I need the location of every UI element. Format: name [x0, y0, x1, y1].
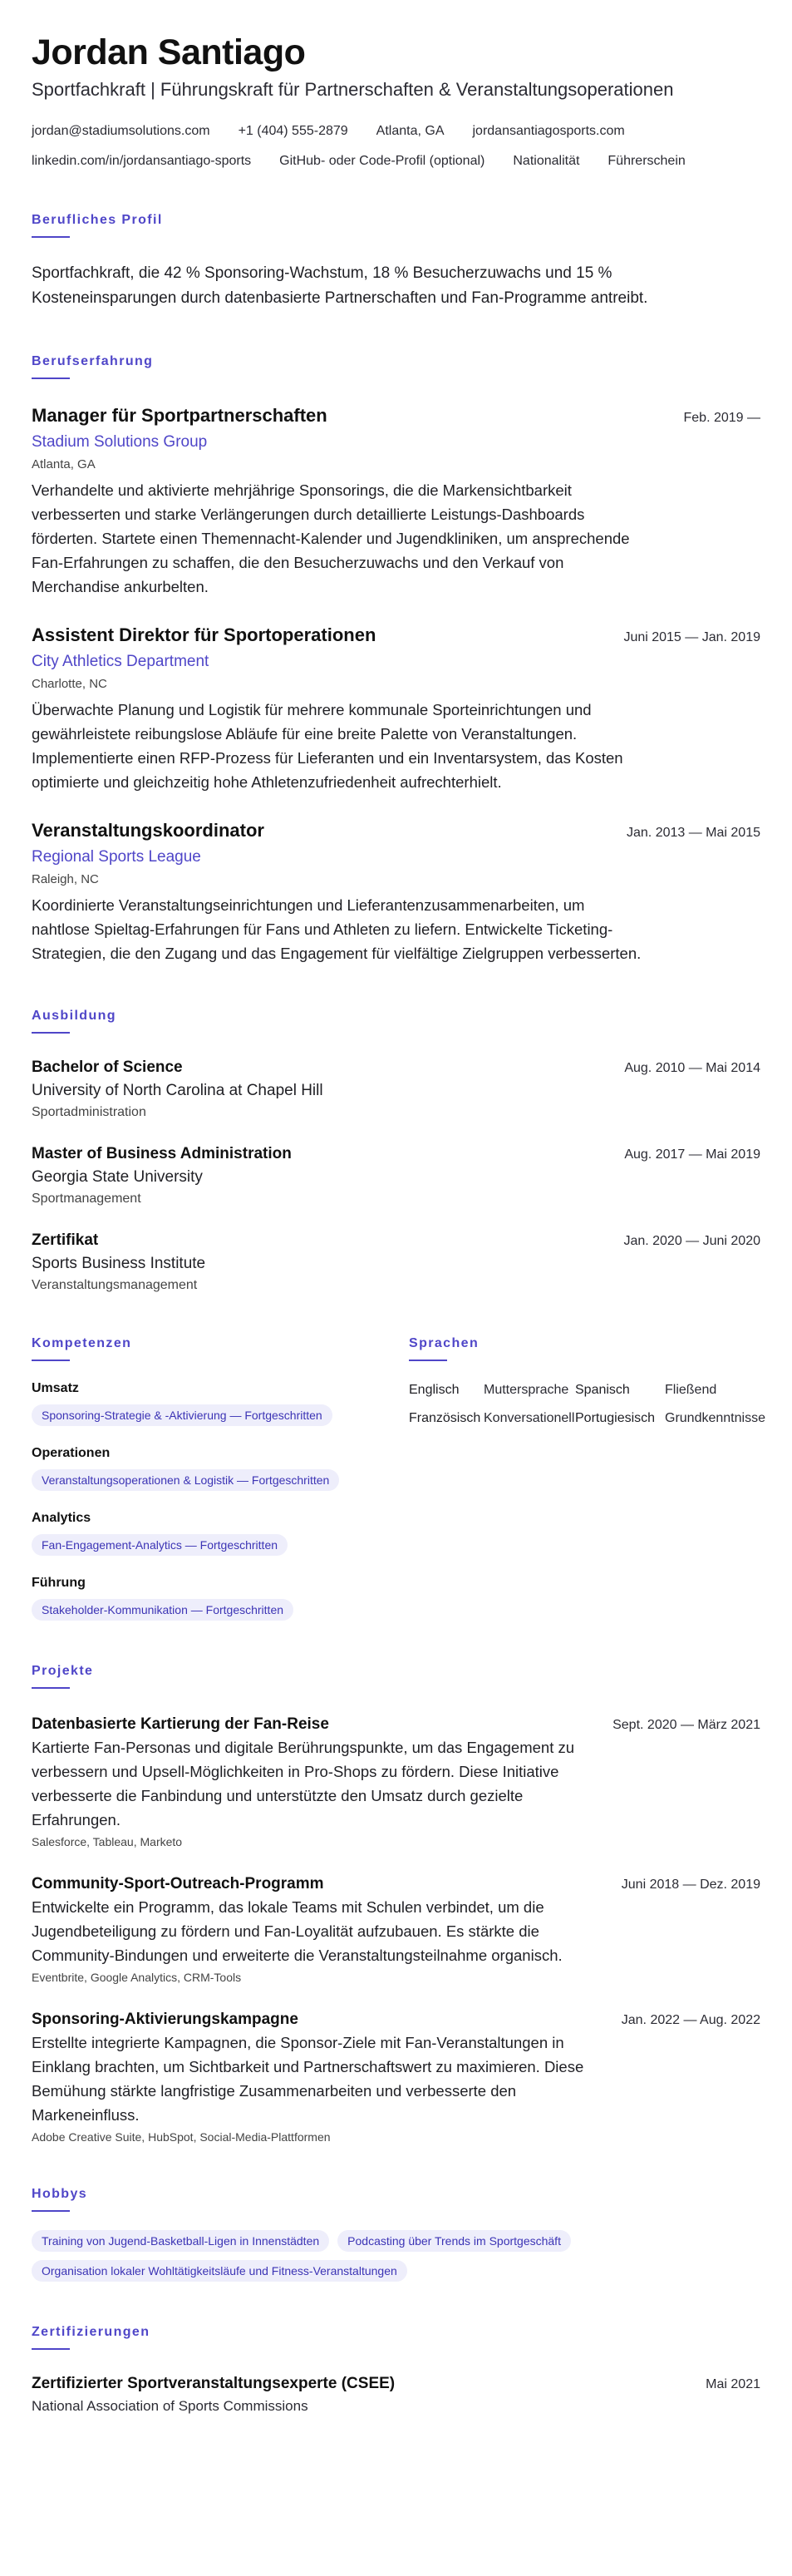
- section-divider: [32, 1687, 70, 1689]
- certifications-section: [32, 2325, 760, 2415]
- job-date: Juni 2015 — Jan. 2019: [623, 630, 760, 644]
- skill-group: [32, 1381, 409, 1426]
- hobby-pill: Podcasting über Trends im Sportgeschäft: [337, 2230, 571, 2252]
- contact-license: Führerschein: [608, 154, 686, 168]
- section-divider: [32, 2210, 70, 2212]
- skill-pill: Sponsoring-Strategie & -Aktivierung — Fortgeschritten: [32, 1404, 332, 1426]
- certification-entry: [32, 2375, 760, 2415]
- edu-school: Georgia State University: [32, 1168, 203, 1186]
- language-level: Fließend: [665, 1383, 717, 1397]
- language-level: Muttersprache: [484, 1383, 569, 1397]
- contact-linkedin[interactable]: linkedin.com/in/jordansantiago-sports: [32, 154, 252, 168]
- skill-category: Operationen: [32, 1446, 111, 1460]
- contact-website[interactable]: jordansantiagosports.com: [472, 124, 625, 138]
- job-company: City Athletics Department: [32, 653, 209, 670]
- skills-section: [32, 1336, 409, 1621]
- project-description: Kartierte Fan-Personas und digitale Berührungspunkte, um das Engagement zu verbessern und Upsell-Möglichkeiten in Pro-Shops zu fördern. Diese Initiative verbesserte die Fanbindung und unterstützte den Umsatz durch gezielte Erfahrungen.: [32, 1739, 575, 1828]
- education-entry: [32, 1059, 760, 1120]
- profile-summary: Sportfachkraft, die 42 % Sponsoring-Wachstum, 18 % Besucherzuwachs und 15 % Kosteneinsparungen durch datenbasierte Partnerschaften und Fan-Programme antreibt.: [32, 264, 648, 307]
- project-description: Erstellte integrierte Kampagnen, die Sponsor-Ziele mit Fan-Veranstaltungen in Einklang brachten, um Sichtbarkeit und Partnerschaftswert zu maximieren. Diese Bemühung stärkte langfristige Zusammenarbeiten und verbesserte den Markeneinfluss.: [32, 2034, 584, 2124]
- contact-github[interactable]: GitHub- oder Code-Profil (optional): [279, 154, 485, 168]
- section-title: Zertifizierungen: [32, 2325, 150, 2339]
- job-title: Manager für Sportpartnerschaften: [32, 405, 327, 426]
- section-divider: [32, 236, 70, 238]
- job-company: Regional Sports League: [32, 848, 201, 866]
- skill-category: Führung: [32, 1576, 86, 1590]
- section-divider: [32, 1032, 70, 1034]
- hobbies-section: [32, 2187, 760, 2282]
- section-divider: [32, 1360, 70, 1361]
- edu-date: Jan. 2020 — Juni 2020: [623, 1234, 760, 1248]
- skill-pill: Fan-Engagement-Analytics — Fortgeschritten: [32, 1534, 288, 1556]
- skill-group: [32, 1511, 409, 1556]
- edu-degree: Master of Business Administration: [32, 1145, 292, 1162]
- project-entry: [32, 1715, 760, 1848]
- job-location: Charlotte, NC: [32, 677, 107, 691]
- education-entry: [32, 1231, 760, 1293]
- skill-category: Analytics: [32, 1511, 91, 1525]
- section-title: Projekte: [32, 1664, 94, 1678]
- profile-section: [32, 213, 760, 311]
- language-level: Konversationell: [484, 1411, 575, 1425]
- language-level: Grundkenntnisse: [665, 1411, 765, 1425]
- section-title: Berufliches Profil: [32, 213, 163, 227]
- job-description: Verhandelte und aktivierte mehrjährige Sponsorings, die die Markensichtbarkeit verbesserten und starke Verlängerungen durch detaillierte Leistungs-Dashboards förderten. Startete einen Themennacht-Kalender und Jugendkliniken, um ansprechende Fan-Erfahrungen zu schaffen, die den Besucherzuwachs und den Verkauf von Merchandise ankurbelten.: [32, 481, 630, 595]
- project-tools: Salesforce, Tableau, Marketo: [32, 1835, 183, 1848]
- job-location: Atlanta, GA: [32, 457, 96, 471]
- hobby-pill: Organisation lokaler Wohltätigkeitsläufe und Fitness-Veranstaltungen: [32, 2260, 407, 2282]
- resume-header: [32, 32, 760, 170]
- candidate-name: Jordan Santiago: [32, 32, 306, 72]
- project-date: Jan. 2022 — Aug. 2022: [621, 2013, 760, 2027]
- edu-date: Aug. 2017 — Mai 2019: [624, 1147, 760, 1162]
- contact-email[interactable]: jordan@stadiumsolutions.com: [32, 124, 210, 138]
- projects-section: [32, 1664, 760, 2144]
- skill-group: [32, 1576, 409, 1621]
- edu-date: Aug. 2010 — Mai 2014: [624, 1061, 760, 1075]
- language-name: Französisch: [409, 1411, 481, 1425]
- edu-field: Sportadministration: [32, 1105, 146, 1119]
- section-divider: [409, 1360, 447, 1361]
- education-section: [32, 1009, 760, 1293]
- job-title: Assistent Direktor für Sportoperationen: [32, 624, 376, 645]
- skill-pill: Veranstaltungsoperationen & Logistik — Fortgeschritten: [32, 1469, 339, 1491]
- job-company: Stadium Solutions Group: [32, 433, 208, 451]
- contact-nationality: Nationalität: [513, 154, 580, 168]
- edu-school: Sports Business Institute: [32, 1255, 206, 1272]
- edu-school: University of North Carolina at Chapel Hill: [32, 1082, 323, 1099]
- project-title: Community-Sport-Outreach-Programm: [32, 1875, 324, 1893]
- language-name: Spanisch: [575, 1383, 630, 1397]
- language-list: [409, 1383, 765, 1426]
- skills-languages-columns: [32, 1336, 765, 1621]
- section-divider: [32, 378, 70, 379]
- skill-category: Umsatz: [32, 1381, 79, 1395]
- skill-pill: Stakeholder-Kommunikation — Fortgeschritten: [32, 1599, 293, 1621]
- project-title: Datenbasierte Kartierung der Fan-Reise: [32, 1715, 329, 1733]
- experience-section: [32, 354, 760, 965]
- languages-section: [409, 1336, 765, 1621]
- hobby-list: [32, 2230, 663, 2282]
- project-date: Juni 2018 — Dez. 2019: [621, 1878, 760, 1892]
- project-description: Entwickelte ein Programm, das lokale Teams mit Schulen verbindet, um die Jugendbeteiligung zu fördern und Fan-Loyalität aufzubauen. Es stärkte die Community-Bindungen und erweiterte die Veranstaltungsteilnahme organisch.: [32, 1898, 563, 1964]
- certification-name: Zertifizierter Sportveranstaltungsexperte (CSEE): [32, 2375, 396, 2392]
- certification-issuer: National Association of Sports Commissions: [32, 2398, 308, 2414]
- section-divider: [32, 2348, 70, 2350]
- section-title: Ausbildung: [32, 1009, 116, 1023]
- section-title: Kompetenzen: [32, 1336, 132, 1350]
- contact-phone[interactable]: +1 (404) 555-2879: [238, 124, 348, 138]
- project-title: Sponsoring-Aktivierungskampagne: [32, 2011, 298, 2028]
- job-date: Jan. 2013 — Mai 2015: [627, 826, 760, 840]
- job-location: Raleigh, NC: [32, 872, 99, 886]
- section-title: Sprachen: [409, 1336, 480, 1350]
- project-entry: [32, 1875, 760, 1984]
- contact-row-secondary: [32, 153, 760, 170]
- job-entry: [32, 624, 760, 794]
- candidate-headline: Sportfachkraft | Führungskraft für Partnerschaften & Veranstaltungsoperationen: [32, 79, 674, 100]
- language-name: Portugiesisch: [575, 1411, 656, 1425]
- contact-row-primary: [32, 123, 760, 140]
- contact-location: Atlanta, GA: [376, 124, 445, 138]
- job-entry: [32, 404, 760, 599]
- skill-group: [32, 1446, 409, 1491]
- section-title: Berufserfahrung: [32, 354, 154, 368]
- job-title: Veranstaltungskoordinator: [32, 820, 264, 841]
- edu-field: Sportmanagement: [32, 1192, 141, 1206]
- project-tools: Adobe Creative Suite, HubSpot, Social-Media-Plattformen: [32, 2130, 331, 2144]
- certification-date: Mai 2021: [706, 2377, 760, 2391]
- job-date: Feb. 2019 —: [683, 411, 760, 425]
- job-description: Überwachte Planung und Logistik für mehrere kommunale Sporteinrichtungen und gewährleistete reibungslose Abläufe für eine breite Palette von Veranstaltungen. Implementierte einen RFP-Prozess für Lieferanten und ein Inventarsystem, das Kosten optimierte und gleichzeitig hohe Athletenzufriedenheit aufrechterhielt.: [32, 701, 623, 791]
- edu-field: Veranstaltungsmanagement: [32, 1278, 198, 1292]
- project-date: Sept. 2020 — März 2021: [612, 1718, 760, 1732]
- project-entry: [32, 2011, 760, 2144]
- hobby-pill: Training von Jugend-Basketball-Ligen in Innenstädten: [32, 2230, 329, 2252]
- section-title: Hobbys: [32, 2187, 88, 2201]
- edu-degree: Bachelor of Science: [32, 1059, 183, 1076]
- job-entry: [32, 819, 760, 965]
- job-description: Koordinierte Veranstaltungseinrichtungen und Lieferantenzusammenarbeiten, um nahtlose Spieltag-Erfahrungen für Fans und Athleten zu liefern. Entwickelte Ticketing-Strategien, die den Zugang und das Engagement für vielfältige Zielgruppen verbesserten.: [32, 896, 642, 962]
- education-entry: [32, 1145, 760, 1207]
- project-tools: Eventbrite, Google Analytics, CRM-Tools: [32, 1971, 242, 1984]
- edu-degree: Zertifikat: [32, 1231, 99, 1249]
- language-name: Englisch: [409, 1383, 460, 1397]
